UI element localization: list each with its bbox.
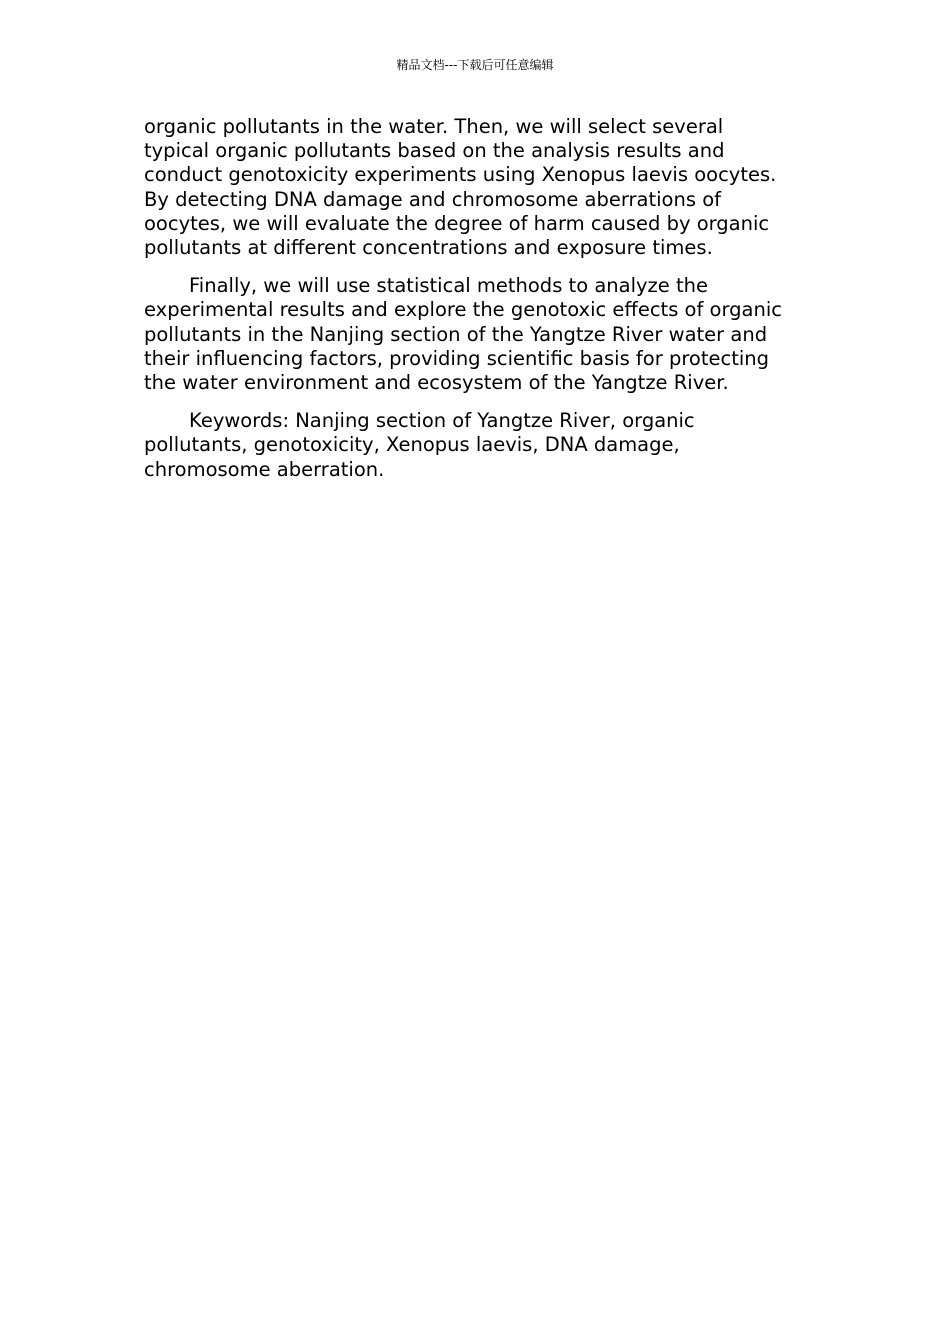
paragraph-keywords: Keywords: Nanjing section of Yangtze River, organic pollutants, genotoxicity, Xenopus laevis, DNA damage, chromosome aberration. [144,409,695,481]
paragraph-continuation: organic pollutants in the water. Then, we will select several typical organic pollutants based on the analysis results and conduct genotoxicity experiments using Xenopus laevis oocytes. By detecting DNA damage and chromosome aberrations of oocytes, we will evaluate the degree of harm caused by organic pollutants at different concentrations and exposure times. [144,115,777,260]
page-header: 精品文档---下载后可任意编辑 [396,58,554,72]
document-body [144,115,790,496]
paragraph-conclusion: Finally, we will use statistical methods to analyze the experimental results and explore the genotoxic effects of organic pollutants in the Nanjing section of the Yangtze River water and their influencing factors, providing scientific basis for protecting the water environment and ecosystem of the Yangtze River. [144,274,782,395]
